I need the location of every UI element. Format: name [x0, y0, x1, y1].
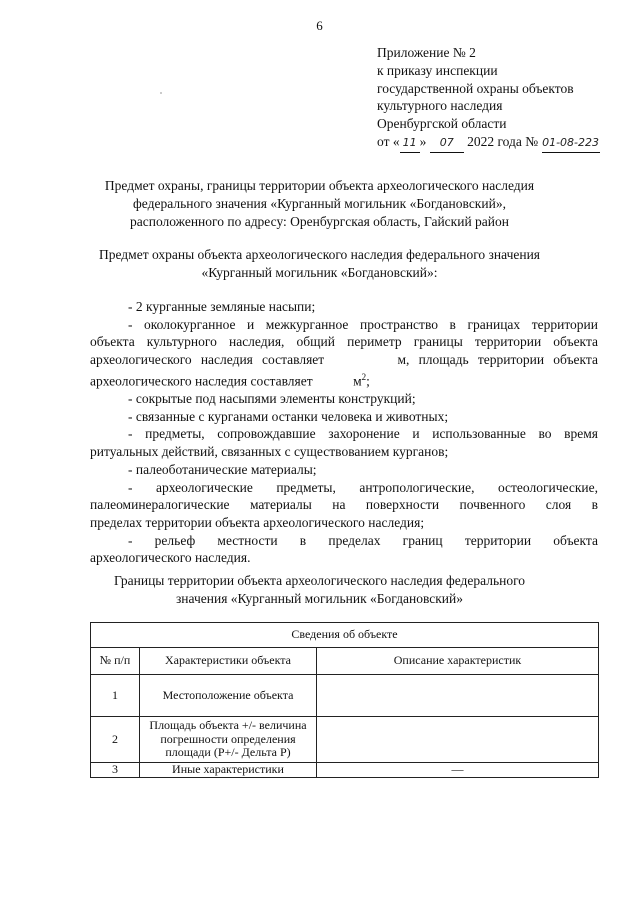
appendix-line-4: культурного наследия [377, 98, 503, 114]
page-number: 6 [316, 18, 323, 33]
title-line-3: расположенного по адресу: Оренбургская область, Гайский район [130, 214, 509, 229]
row-number: 2 [91, 717, 140, 763]
appendix-line-1: Приложение № 2 [377, 45, 476, 60]
appendix-line-3: государственной охраны объектов [377, 80, 574, 96]
header-number: № п/п [91, 648, 140, 675]
list-item: - 2 курганные земляные насыпи; [128, 299, 316, 314]
table-caption: Сведения об объекте [91, 623, 599, 648]
table-row [91, 675, 599, 717]
area-unit-sup: 2 [361, 371, 367, 382]
borders-line-2: значения «Курганный могильник «Богдановский» [175, 591, 464, 606]
row-description: — [317, 763, 599, 778]
list-item-cont: палеоминералогические материалы на поверхности почвенного слоя в [90, 497, 598, 513]
list-item-cont: объекта культурного наследия, общий периметр границы территории объекта [90, 334, 598, 350]
order-year: 2022 года № [467, 133, 539, 149]
list-item-cont: ритуальных действий, связанных с существованием курганов; [90, 444, 449, 460]
row-description [317, 675, 599, 717]
header-characteristics: Характеристики объекта [140, 648, 317, 675]
list-item: - околокурганное и межкурганное пространство в границах территории [128, 316, 598, 332]
order-date-line [377, 133, 600, 153]
order-date-quote: » [419, 133, 427, 149]
borders-heading [60, 572, 579, 608]
subject-list [90, 298, 598, 567]
row-characteristic: Местоположение объекта [140, 675, 317, 717]
list-item: - рельеф местности в пределах границ территории объекта [128, 532, 598, 548]
scan-speck [160, 92, 162, 94]
order-day: 11 [400, 134, 420, 153]
borders-line-1: Границы территории объекта археологического наследия федерального [113, 573, 526, 588]
order-number: 01-08-223 [542, 134, 600, 153]
list-item: - связанные с курганами останки человека и животных; [128, 408, 449, 424]
order-date-prefix: от « [377, 133, 400, 149]
list-item-cont: пределах территории объекта археологического наследия; [90, 514, 425, 530]
row-characteristic: Площадь объекта +/- величина погрешности определения площади (Р+/- Дельта Р) [140, 717, 317, 763]
appendix-line-2: к приказу инспекции [377, 62, 498, 78]
list-item-cont: археологического наследия. [90, 550, 251, 566]
list-item: - сокрытые под насыпями элементы конструкций; [128, 391, 416, 407]
appendix-header [377, 44, 600, 153]
title-line-2: федерального значения «Курганный могильник «Богдановский», [133, 196, 506, 211]
list-item-cont [90, 369, 598, 390]
row-description [317, 717, 599, 763]
area-text: археологического наследия составляет м [90, 373, 362, 389]
subject-line-2: «Курганный могильник «Богдановский»: [201, 265, 438, 280]
appendix-line-5: Оренбургской области [377, 116, 507, 132]
document-title [60, 177, 579, 231]
header-description: Описание характеристик [317, 648, 599, 675]
object-info-table [90, 622, 599, 778]
row-number: 1 [91, 675, 140, 717]
order-month: 07 [430, 134, 464, 153]
table-row [91, 717, 599, 763]
subject-heading [60, 246, 579, 282]
row-number: 3 [91, 763, 140, 778]
list-item: - предметы, сопровождавшие захоронение и использованные во время [128, 426, 598, 442]
list-item-cont: археологического наследия составляет м, площадь территории объекта [90, 352, 598, 368]
title-line-1: Предмет охраны, границы территории объекта археологического наследия [104, 178, 535, 193]
row-characteristic: Иные характеристики [140, 763, 317, 778]
list-item: - палеоботанические материалы; [128, 461, 317, 477]
area-end: ; [366, 373, 370, 389]
list-item: - археологические предметы, антропологические, остеологические, [128, 479, 598, 495]
subject-line-1: Предмет охраны объекта археологического наследия федерального значения [98, 247, 541, 262]
table-row [91, 763, 599, 778]
